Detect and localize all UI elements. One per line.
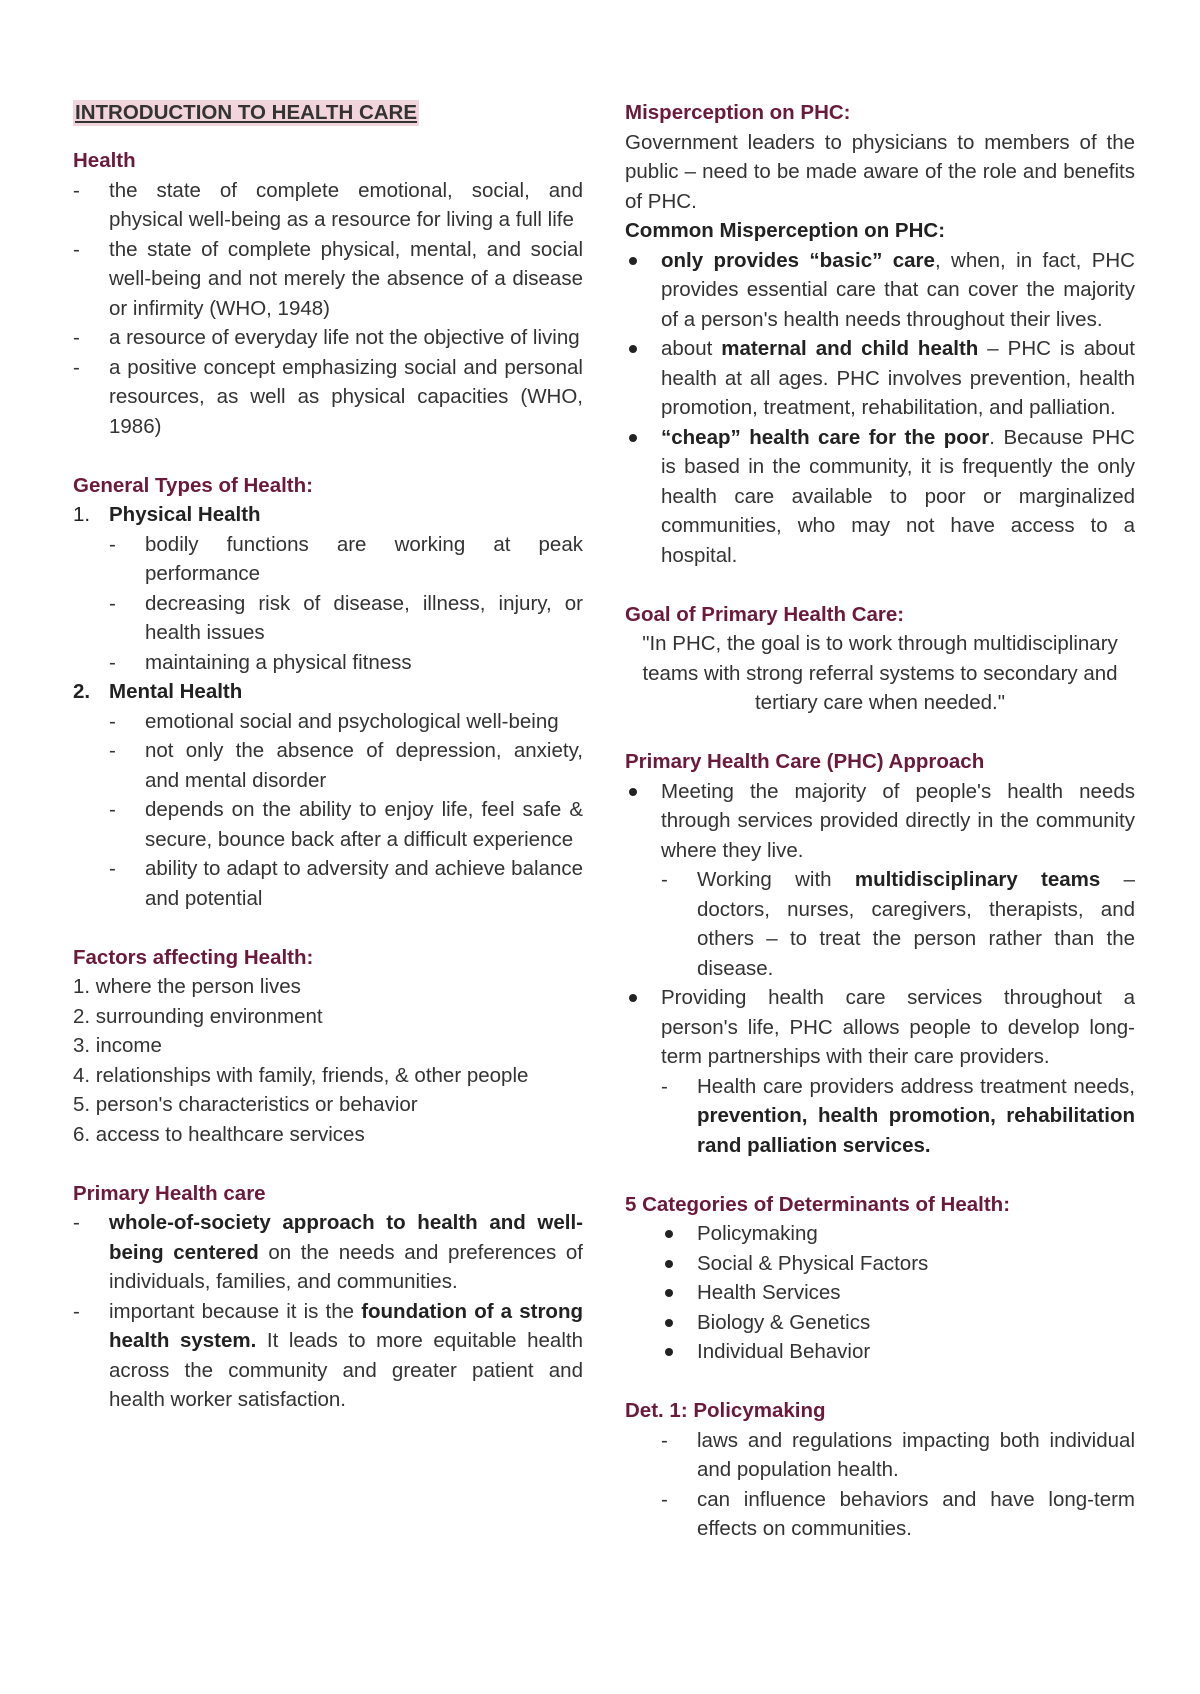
health-definition: - a resource of everyday life not the objective of living — [73, 323, 583, 353]
list-number: 2. — [73, 680, 91, 703]
factor-item: 1. where the person lives — [73, 975, 301, 998]
right-column — [625, 98, 1135, 1544]
health-definition: - the state of complete emotional, social, and physical well-being as a resource for living a full life — [73, 176, 583, 235]
determinant-item: Policymaking — [625, 1219, 1135, 1249]
mental-health-point: - not only the absence of depression, anxiety, and mental disorder — [73, 736, 583, 795]
approach-sub-bold: multidisciplinary teams — [854, 868, 1101, 891]
misperception-bold: only provides “basic” care — [661, 248, 935, 272]
physical-health-item — [73, 500, 583, 530]
phc-importance-text: It leads to more equitable health across the community and greater patient and health worker satisfaction. — [109, 1329, 583, 1411]
factor-item: 2. surrounding environment — [73, 1004, 323, 1028]
phc-definition-text: on the needs and preferences of individuals, families, and communities. — [109, 1240, 583, 1293]
mental-health-point: - emotional social and psychological well-being — [73, 707, 583, 737]
factor-item: 5. person's characteristics or behavior — [73, 1093, 418, 1116]
factor-item: 3. income — [73, 1034, 162, 1057]
mental-health-label: Mental Health — [109, 680, 243, 703]
misperception-heading: Misperception on PHC: — [625, 101, 851, 124]
phc-importance — [73, 1297, 583, 1415]
factor-item: 4. relationships with family, friends, & other people — [73, 1063, 529, 1087]
misperception-rest: . Because PHC is based in the community, it is frequently the only health care available to poor or marginalized communities, who may not have access to a hospital. — [661, 425, 1135, 567]
mental-health-point: - ability to adapt to adversity and achieve balance and potential — [73, 854, 583, 913]
factor-item: 6. access to healthcare services — [73, 1122, 365, 1146]
approach-sub-bold: prevention, health promotion, rehabilitation rand palliation services. — [697, 1104, 1135, 1157]
det1-point: - laws and regulations impacting both individual and population health. — [625, 1426, 1135, 1485]
types-heading: General Types of Health: — [73, 473, 313, 497]
list-number: 1. — [73, 503, 91, 526]
misperception-item — [625, 423, 1135, 571]
health-heading: Health — [73, 149, 136, 172]
approach-bullet: Meeting the majority of people's health needs through services provided directly in the community where they live. — [625, 777, 1135, 866]
phc-definition — [73, 1208, 583, 1297]
goal-heading: Goal of Primary Health Care: — [625, 602, 905, 626]
approach-heading: Primary Health Care (PHC) Approach — [625, 750, 985, 773]
determinant-item: Individual Behavior — [625, 1337, 1135, 1367]
document-title: INTRODUCTION TO HEALTH CARE — [75, 101, 418, 124]
misperception-pre: about — [661, 337, 722, 360]
phc-heading: Primary Health care — [73, 1181, 266, 1205]
health-definition: - a positive concept emphasizing social and personal resources, as well as physical capacities (WHO, 1986) — [73, 353, 583, 442]
misperception-bold: maternal and child health — [721, 337, 979, 360]
det1-heading: Det. 1: Policymaking — [625, 1399, 826, 1422]
health-definition: - the state of complete physical, mental, and social well-being and not merely the absence of a disease or infirmity (WHO, 1948) — [73, 235, 583, 324]
approach-subpoint — [625, 865, 1135, 983]
misperception-item — [625, 334, 1135, 423]
determinants-heading: 5 Categories of Determinants of Health: — [625, 1192, 1011, 1216]
misperception-bold: “cheap” health care for the poor — [661, 425, 990, 449]
det1-point: - can influence behaviors and have long-term effects on communities. — [625, 1485, 1135, 1544]
factors-heading: Factors affecting Health: — [73, 945, 314, 969]
phc-definition-bold: whole-of-society approach to health and well-being centered — [109, 1211, 583, 1264]
physical-health-point: - bodily functions are working at peak performance — [73, 530, 583, 589]
approach-sub-rest: – doctors, nurses, caregivers, therapists, and others – to treat the person rather than the disease. — [697, 868, 1135, 980]
goal-quote: "In PHC, the goal is to work through multidisciplinary teams with strong referral systems to secondary and tertiary care when needed." — [642, 632, 1118, 714]
phc-importance-bold: foundation of a strong health system. — [109, 1299, 583, 1352]
misperception-text: Government leaders to physicians to members of the public – need to be made aware of the role and benefits of PHC. — [625, 130, 1135, 213]
approach-bullet: Providing health care services throughout a person's life, PHC allows people to develop long-term partnerships with their care providers. — [625, 983, 1135, 1072]
mental-health-point: - depends on the ability to enjoy life, feel safe & secure, bounce back after a difficult experience — [73, 795, 583, 854]
misperception-item — [625, 246, 1135, 335]
misperception-rest: – PHC is about health at all ages. PHC involves prevention, health promotion, treatment, rehabilitation, and palliation. — [661, 337, 1135, 419]
approach-sub-pre: Health care providers address treatment needs, — [697, 1074, 1135, 1098]
misperception-rest: , when, in fact, PHC provides essential care that can cover the majority of a person's health needs throughout their lives. — [661, 248, 1135, 331]
physical-health-point: - decreasing risk of disease, illness, injury, or health issues — [73, 589, 583, 648]
determinant-item: Social & Physical Factors — [625, 1249, 1135, 1279]
common-misperception-heading: Common Misperception on PHC: — [625, 219, 946, 242]
approach-subpoint — [625, 1072, 1135, 1161]
left-column — [73, 98, 583, 1415]
determinant-item: Health Services — [625, 1278, 1135, 1308]
phc-importance-pre: important because it is the — [109, 1299, 362, 1323]
physical-health-label: Physical Health — [109, 503, 261, 526]
physical-health-point: - maintaining a physical fitness — [73, 648, 583, 678]
approach-sub-pre: Working with — [697, 868, 855, 891]
determinant-item: Biology & Genetics — [625, 1308, 1135, 1338]
mental-health-item — [73, 677, 583, 707]
